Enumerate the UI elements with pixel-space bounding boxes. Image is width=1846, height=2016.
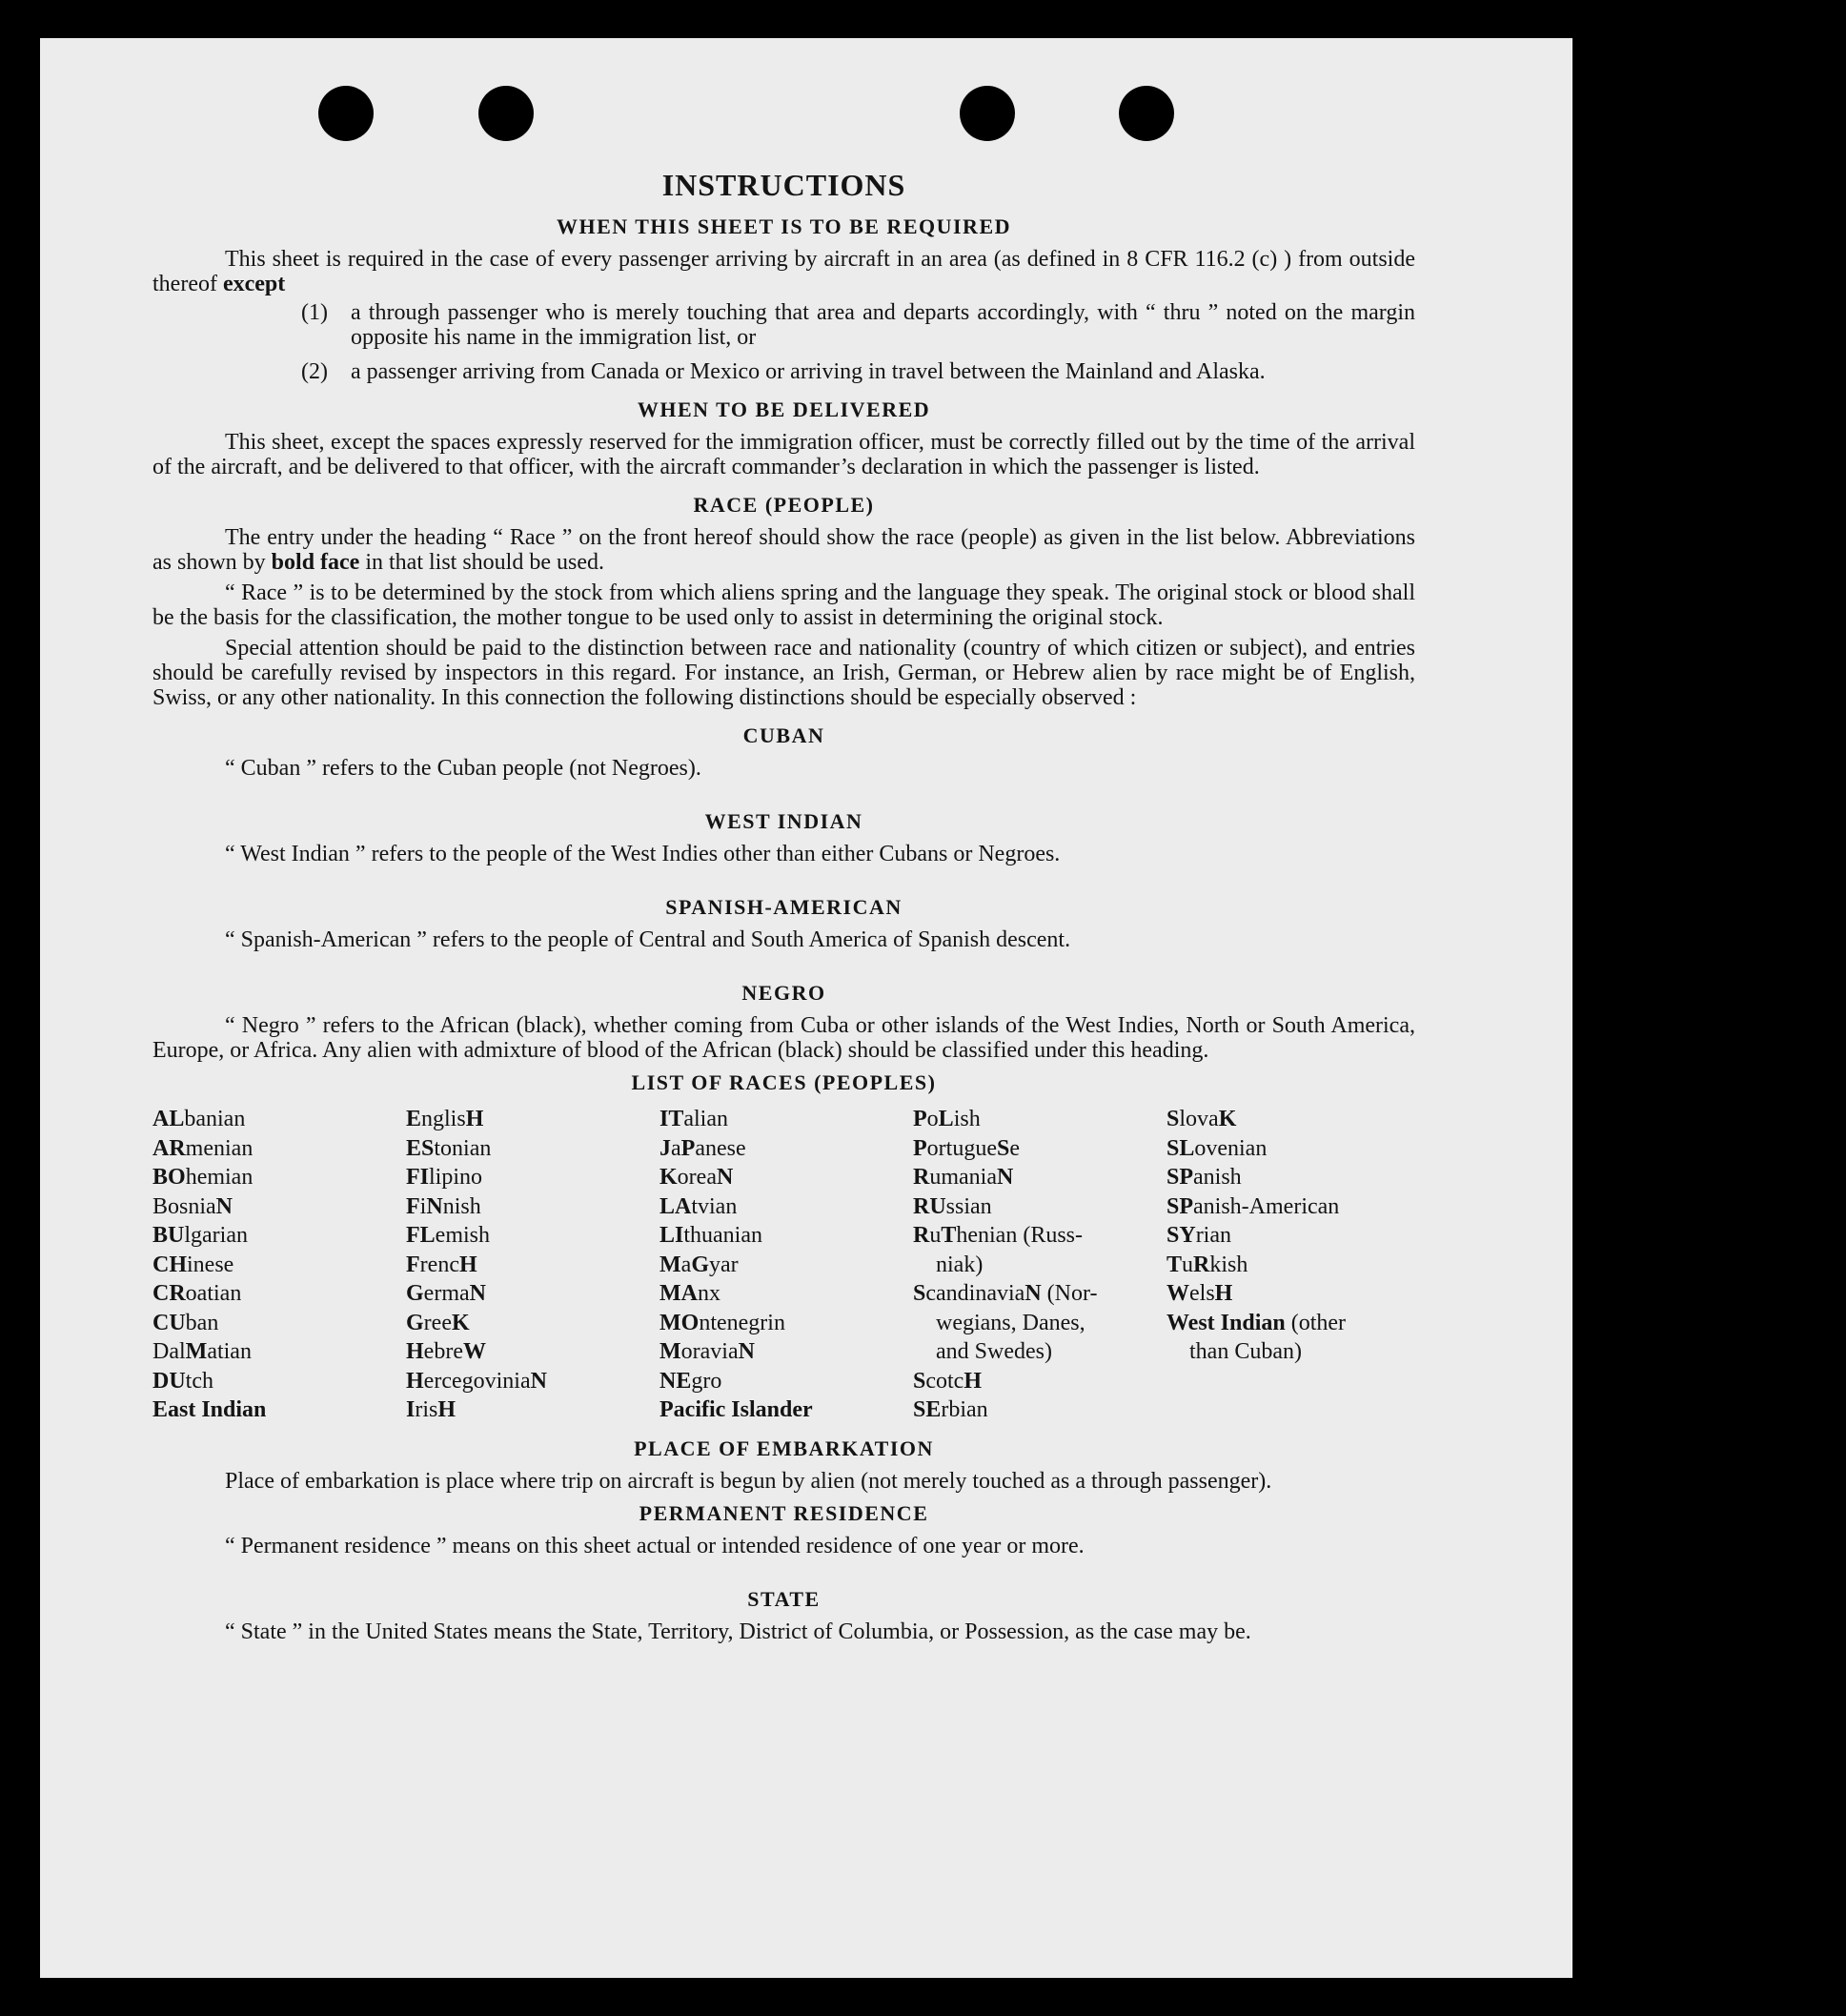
race-item: ALbanian bbox=[152, 1107, 246, 1131]
paragraph-race-3: Special attention should be paid to the distinction between race and nationality (country of which citizen or subject), and entries should be carefully revised by inspectors in this regard. For instance, an Irish, German, or Hebrew alien by race might be of English, Swiss, or any other nationality. In this connection the following distinctions should be especially observed : bbox=[152, 636, 1415, 710]
race-item: TuRkish bbox=[1166, 1252, 1248, 1277]
race-item: FiNnish bbox=[406, 1193, 481, 1219]
paragraph-state: “ State ” in the United States means the State, Territory, District of Columbia, or Possession, as the case may be. bbox=[225, 1619, 1251, 1644]
race-item: MAnx bbox=[659, 1281, 720, 1306]
race-item: SlovaK bbox=[1166, 1107, 1237, 1131]
race-item: West Indian (other than Cuban) bbox=[1166, 1310, 1347, 1364]
paragraph-west-indian: “ West Indian ” refers to the people of the West Indies other than either Cubans or Negroes. bbox=[225, 842, 1061, 866]
race-item: FLemish bbox=[406, 1223, 490, 1248]
race-item: CHinese bbox=[152, 1252, 234, 1277]
race-item: RuThenian (Russ- niak) bbox=[913, 1223, 1084, 1277]
race-item: DUtch bbox=[152, 1368, 213, 1394]
race-item: ARmenian bbox=[152, 1135, 254, 1161]
paragraph-race-1: The entry under the heading “ Race ” on the front hereof should show the race (people) as given in the list below. Abbreviations as shown by bold face in that list should be used. bbox=[152, 525, 1415, 575]
race-item: East Indian bbox=[152, 1397, 267, 1422]
race-item: ScandinaviaN (Nor- wegians, Danes, and Swedes) bbox=[913, 1281, 1098, 1364]
race-column bbox=[659, 1105, 913, 1425]
race-item: GreeK bbox=[406, 1310, 470, 1335]
heading-residence: PERMANENT RESIDENCE bbox=[639, 1500, 929, 1525]
race-item: PoLish bbox=[913, 1107, 981, 1131]
race-item: NEgro bbox=[659, 1368, 722, 1394]
heading-list-of-races: LIST OF RACES (PEOPLES) bbox=[631, 1070, 937, 1094]
race-column bbox=[913, 1105, 1166, 1425]
heading-cuban: CUBAN bbox=[742, 723, 825, 747]
race-item: EnglisH bbox=[406, 1107, 484, 1131]
race-column bbox=[1166, 1105, 1420, 1425]
race-item: MaGyar bbox=[659, 1252, 739, 1277]
paragraph-when-required: This sheet is required in the case of every passenger arriving by aircraft in an area (as defined in 8 CFR 116.2 (c) ) from outside thereof except bbox=[152, 247, 1415, 296]
race-item: EStonian bbox=[406, 1135, 492, 1161]
race-column bbox=[406, 1105, 659, 1425]
heading-state: STATE bbox=[747, 1586, 821, 1611]
race-item: JaPanese bbox=[659, 1135, 746, 1161]
heading-embarkation: PLACE OF EMBARKATION bbox=[634, 1436, 934, 1460]
race-item: WelsH bbox=[1166, 1281, 1233, 1306]
race-column bbox=[152, 1105, 406, 1425]
race-item: MoraviaN bbox=[659, 1339, 755, 1364]
instructions-content bbox=[152, 124, 1415, 1644]
race-item: BosniaN bbox=[152, 1193, 233, 1219]
race-item: CRoatian bbox=[152, 1281, 242, 1306]
race-item: KoreaN bbox=[659, 1165, 734, 1190]
race-list bbox=[152, 1105, 1415, 1425]
race-item: LIthuanian bbox=[659, 1223, 762, 1248]
race-item: SPanish-American bbox=[1166, 1193, 1340, 1219]
race-item: SLovenian bbox=[1166, 1135, 1268, 1161]
race-item: HebreW bbox=[406, 1339, 486, 1364]
heading-negro: NEGRO bbox=[741, 981, 826, 1005]
race-item: SYrian bbox=[1166, 1223, 1231, 1248]
list-item: (2) a passenger arriving from Canada or Mexico or arriving in travel between the Mainland and Alaska. bbox=[301, 359, 1266, 384]
race-item: MOntenegrin bbox=[659, 1310, 785, 1335]
race-item: Pacific Islander bbox=[659, 1397, 813, 1422]
race-item: IrisH bbox=[406, 1397, 456, 1422]
heading-spanish-american: SPANISH-AMERICAN bbox=[665, 895, 903, 919]
heading-west-indian: WEST INDIAN bbox=[704, 809, 863, 833]
paragraph-spanish-american: “ Spanish-American ” refers to the people of Central and South America of Spanish descent. bbox=[225, 927, 1071, 952]
race-item: FIlipino bbox=[406, 1165, 483, 1190]
race-item: BUlgarian bbox=[152, 1223, 248, 1248]
race-item: SPanish bbox=[1166, 1165, 1242, 1190]
race-item: RumaniaN bbox=[913, 1165, 1014, 1190]
race-item: GermaN bbox=[406, 1281, 486, 1306]
paragraph-when-delivered: This sheet, except the spaces expressly reserved for the immigration officer, must be correctly filled out by the time of the arrival of the aircraft, and be delivered to that officer, with the aircraft commander’s declaration in which the passenger is listed. bbox=[152, 430, 1415, 479]
page-title: INSTRUCTIONS bbox=[661, 168, 906, 202]
list-item: (1) a through passenger who is merely touching that area and departs accordingly, with “ thru ” noted on the margin opposite his name in the immigration list, or bbox=[301, 300, 1415, 350]
race-item: CUban bbox=[152, 1310, 219, 1335]
heading-when-delivered: WHEN TO BE DELIVERED bbox=[637, 397, 931, 421]
race-item: LAtvian bbox=[659, 1193, 738, 1219]
paragraph-residence: “ Permanent residence ” means on this sheet actual or intended residence of one year or more. bbox=[225, 1533, 1085, 1558]
race-item: PortugueSe bbox=[913, 1135, 1020, 1161]
race-item: DalMatian bbox=[152, 1339, 252, 1364]
paragraph-cuban: “ Cuban ” refers to the Cuban people (not Negroes). bbox=[225, 756, 701, 781]
heading-race: RACE (PEOPLE) bbox=[693, 493, 875, 517]
race-item: HercegoviniaN bbox=[406, 1368, 547, 1394]
heading-when-required: WHEN THIS SHEET IS TO BE REQUIRED bbox=[556, 214, 1012, 238]
paragraph-embarkation: Place of embarkation is place where trip on aircraft is begun by alien (not merely touched as a through passenger). bbox=[225, 1468, 1272, 1494]
race-item: FrencH bbox=[406, 1252, 477, 1277]
race-item: SErbian bbox=[913, 1397, 988, 1422]
paragraph-race-2: “ Race ” is to be determined by the stock from which aliens spring and the language they speak. The original stock or blood shall be the basis for the classification, the mother tongue to be used only to assist in determining the original stock. bbox=[152, 580, 1415, 630]
race-item: BOhemian bbox=[152, 1165, 254, 1190]
race-item: RUssian bbox=[913, 1193, 992, 1219]
paragraph-negro: “ Negro ” refers to the African (black), whether coming from Cuba or other islands of the West Indies, North or South America, Europe, or Africa. Any alien with admixture of blood of the African (black) should be classified under this heading. bbox=[152, 1013, 1415, 1063]
race-item: ITalian bbox=[659, 1107, 728, 1131]
race-item: ScotcH bbox=[913, 1368, 983, 1394]
